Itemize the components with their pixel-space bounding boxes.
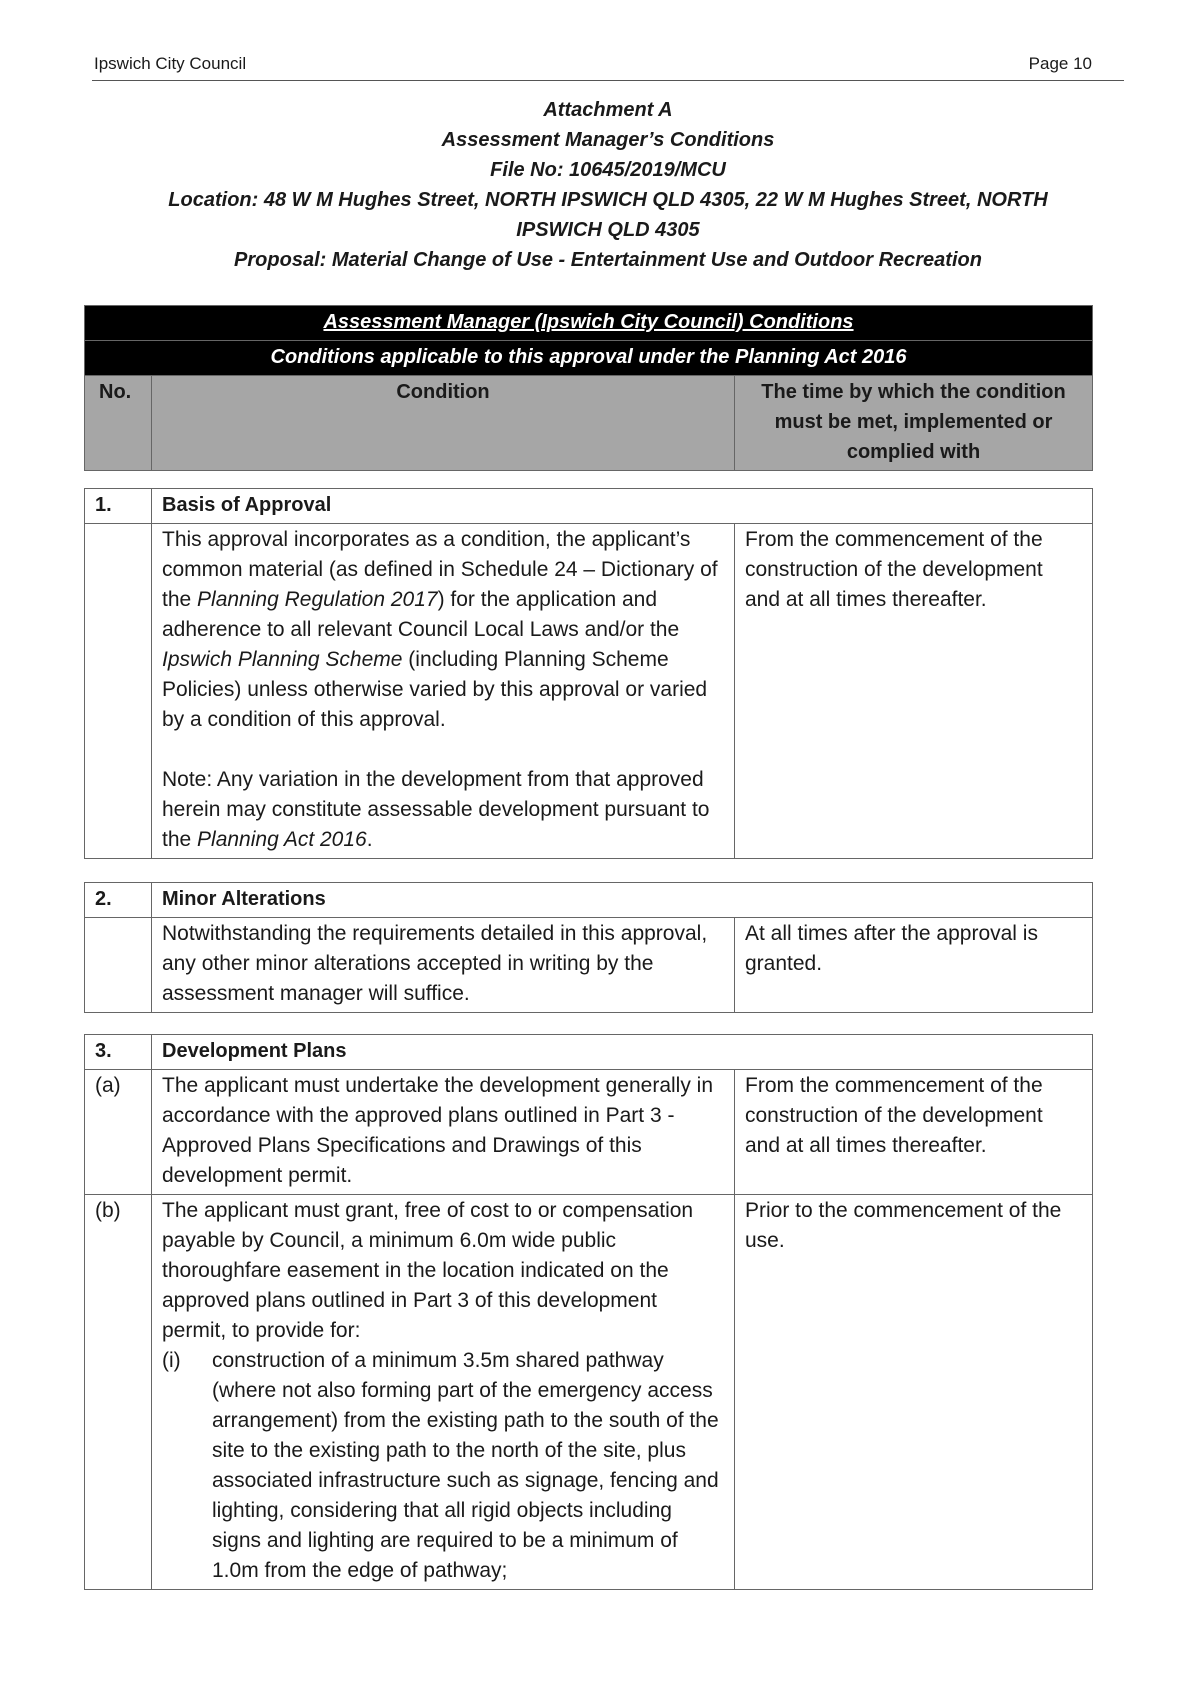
item-label: (b) <box>85 1195 152 1590</box>
title-proposal: Proposal: Material Change of Use - Entertainment Use and Outdoor Recreation <box>234 249 982 271</box>
title-file-no: File No: 10645/2019/MCU <box>490 159 726 181</box>
condition-text: Notwithstanding the requirements detailed in this approval, any other minor alterations accepted in writing by the assessment manager will suffice. <box>152 918 735 1013</box>
column-header-time: The time by which the condition must be met, implemented or complied with <box>735 376 1093 471</box>
sub-item <box>162 1346 724 1586</box>
item-text-block <box>152 1195 735 1590</box>
condition-2-table <box>84 882 1093 1013</box>
title-location-cont: IPSWICH QLD 4305 <box>516 219 700 241</box>
header-org: Ipswich City Council <box>94 54 247 73</box>
title-conditions: Assessment Manager’s Conditions <box>441 129 775 151</box>
condition-number: 1. <box>85 489 152 524</box>
title-block <box>92 95 1124 275</box>
condition-3-table <box>84 1034 1093 1590</box>
column-header-condition: Condition <box>152 376 735 471</box>
condition-number: 2. <box>85 883 152 918</box>
condition-title: Basis of Approval <box>152 489 1093 524</box>
table-subtitle: Conditions applicable to this approval under the Planning Act 2016 <box>85 341 1093 376</box>
condition-note: Note: Any variation in the development from that approved herein may constitute assessable development pursuant to the Planning Act 2016. <box>162 768 710 851</box>
conditions-header-table <box>84 305 1093 471</box>
item-text: The applicant must undertake the development generally in accordance with the approved plans outlined in Part 3 - Approved Plans Specifications and Drawings of this development permit. <box>152 1070 735 1195</box>
column-header-no: No. <box>85 376 152 471</box>
sub-item-text: construction of a minimum 3.5m shared pathway (where not also forming part of the emergency access arrangement) from the existing path to the south of the site to the existing path to the north of the site, plus associated infrastructure such as signage, fencing and lighting, considering that all rigid objects including signs and lighting are required to be a minimum of 1.0m from the edge of pathway; <box>212 1349 719 1582</box>
item-text: The applicant must grant, free of cost to or compensation payable by Council, a minimum 6.0m wide public thoroughfare easement in the location indicated on the approved plans outlined in Part 3 of this development permit, to provide for: <box>162 1199 694 1342</box>
condition-time: From the commencement of the construction of the development and at all times thereafter. <box>735 524 1093 859</box>
item-time: From the commencement of the construction of the development and at all times thereafter. <box>735 1070 1093 1195</box>
sub-item-label: (i) <box>162 1349 181 1372</box>
condition-title: Minor Alterations <box>152 883 1093 918</box>
title-location: Location: 48 W M Hughes Street, NORTH IPSWICH QLD 4305, 22 W M Hughes Street, NORTH <box>168 189 1048 211</box>
condition-time: At all times after the approval is granted. <box>735 918 1093 1013</box>
title-attachment: Attachment A <box>543 99 673 121</box>
item-label: (a) <box>85 1070 152 1195</box>
condition-title: Development Plans <box>152 1035 1093 1070</box>
table-title: Assessment Manager (Ipswich City Council) Conditions <box>323 311 854 333</box>
condition-1-table <box>84 488 1093 859</box>
page-header <box>92 52 1124 81</box>
header-page-number: Page 10 <box>1028 54 1092 73</box>
condition-number: 3. <box>85 1035 152 1070</box>
condition-text: This approval incorporates as a condition, the applicant’s common material (as defined in Schedule 24 – Dictionary of the Planning Regulation 2017) for the application and adherence to all relevant Council Local Laws and/or the Ipswich Planning Scheme (including Planning Scheme Policies) unless otherwise varied by this approval or varied by a condition of this approval. Note: Any variation in the development from that approved herein may constitute assessable development pursuant to the Planning Act 2016. <box>152 524 735 859</box>
item-time: Prior to the commencement of the use. <box>735 1195 1093 1590</box>
